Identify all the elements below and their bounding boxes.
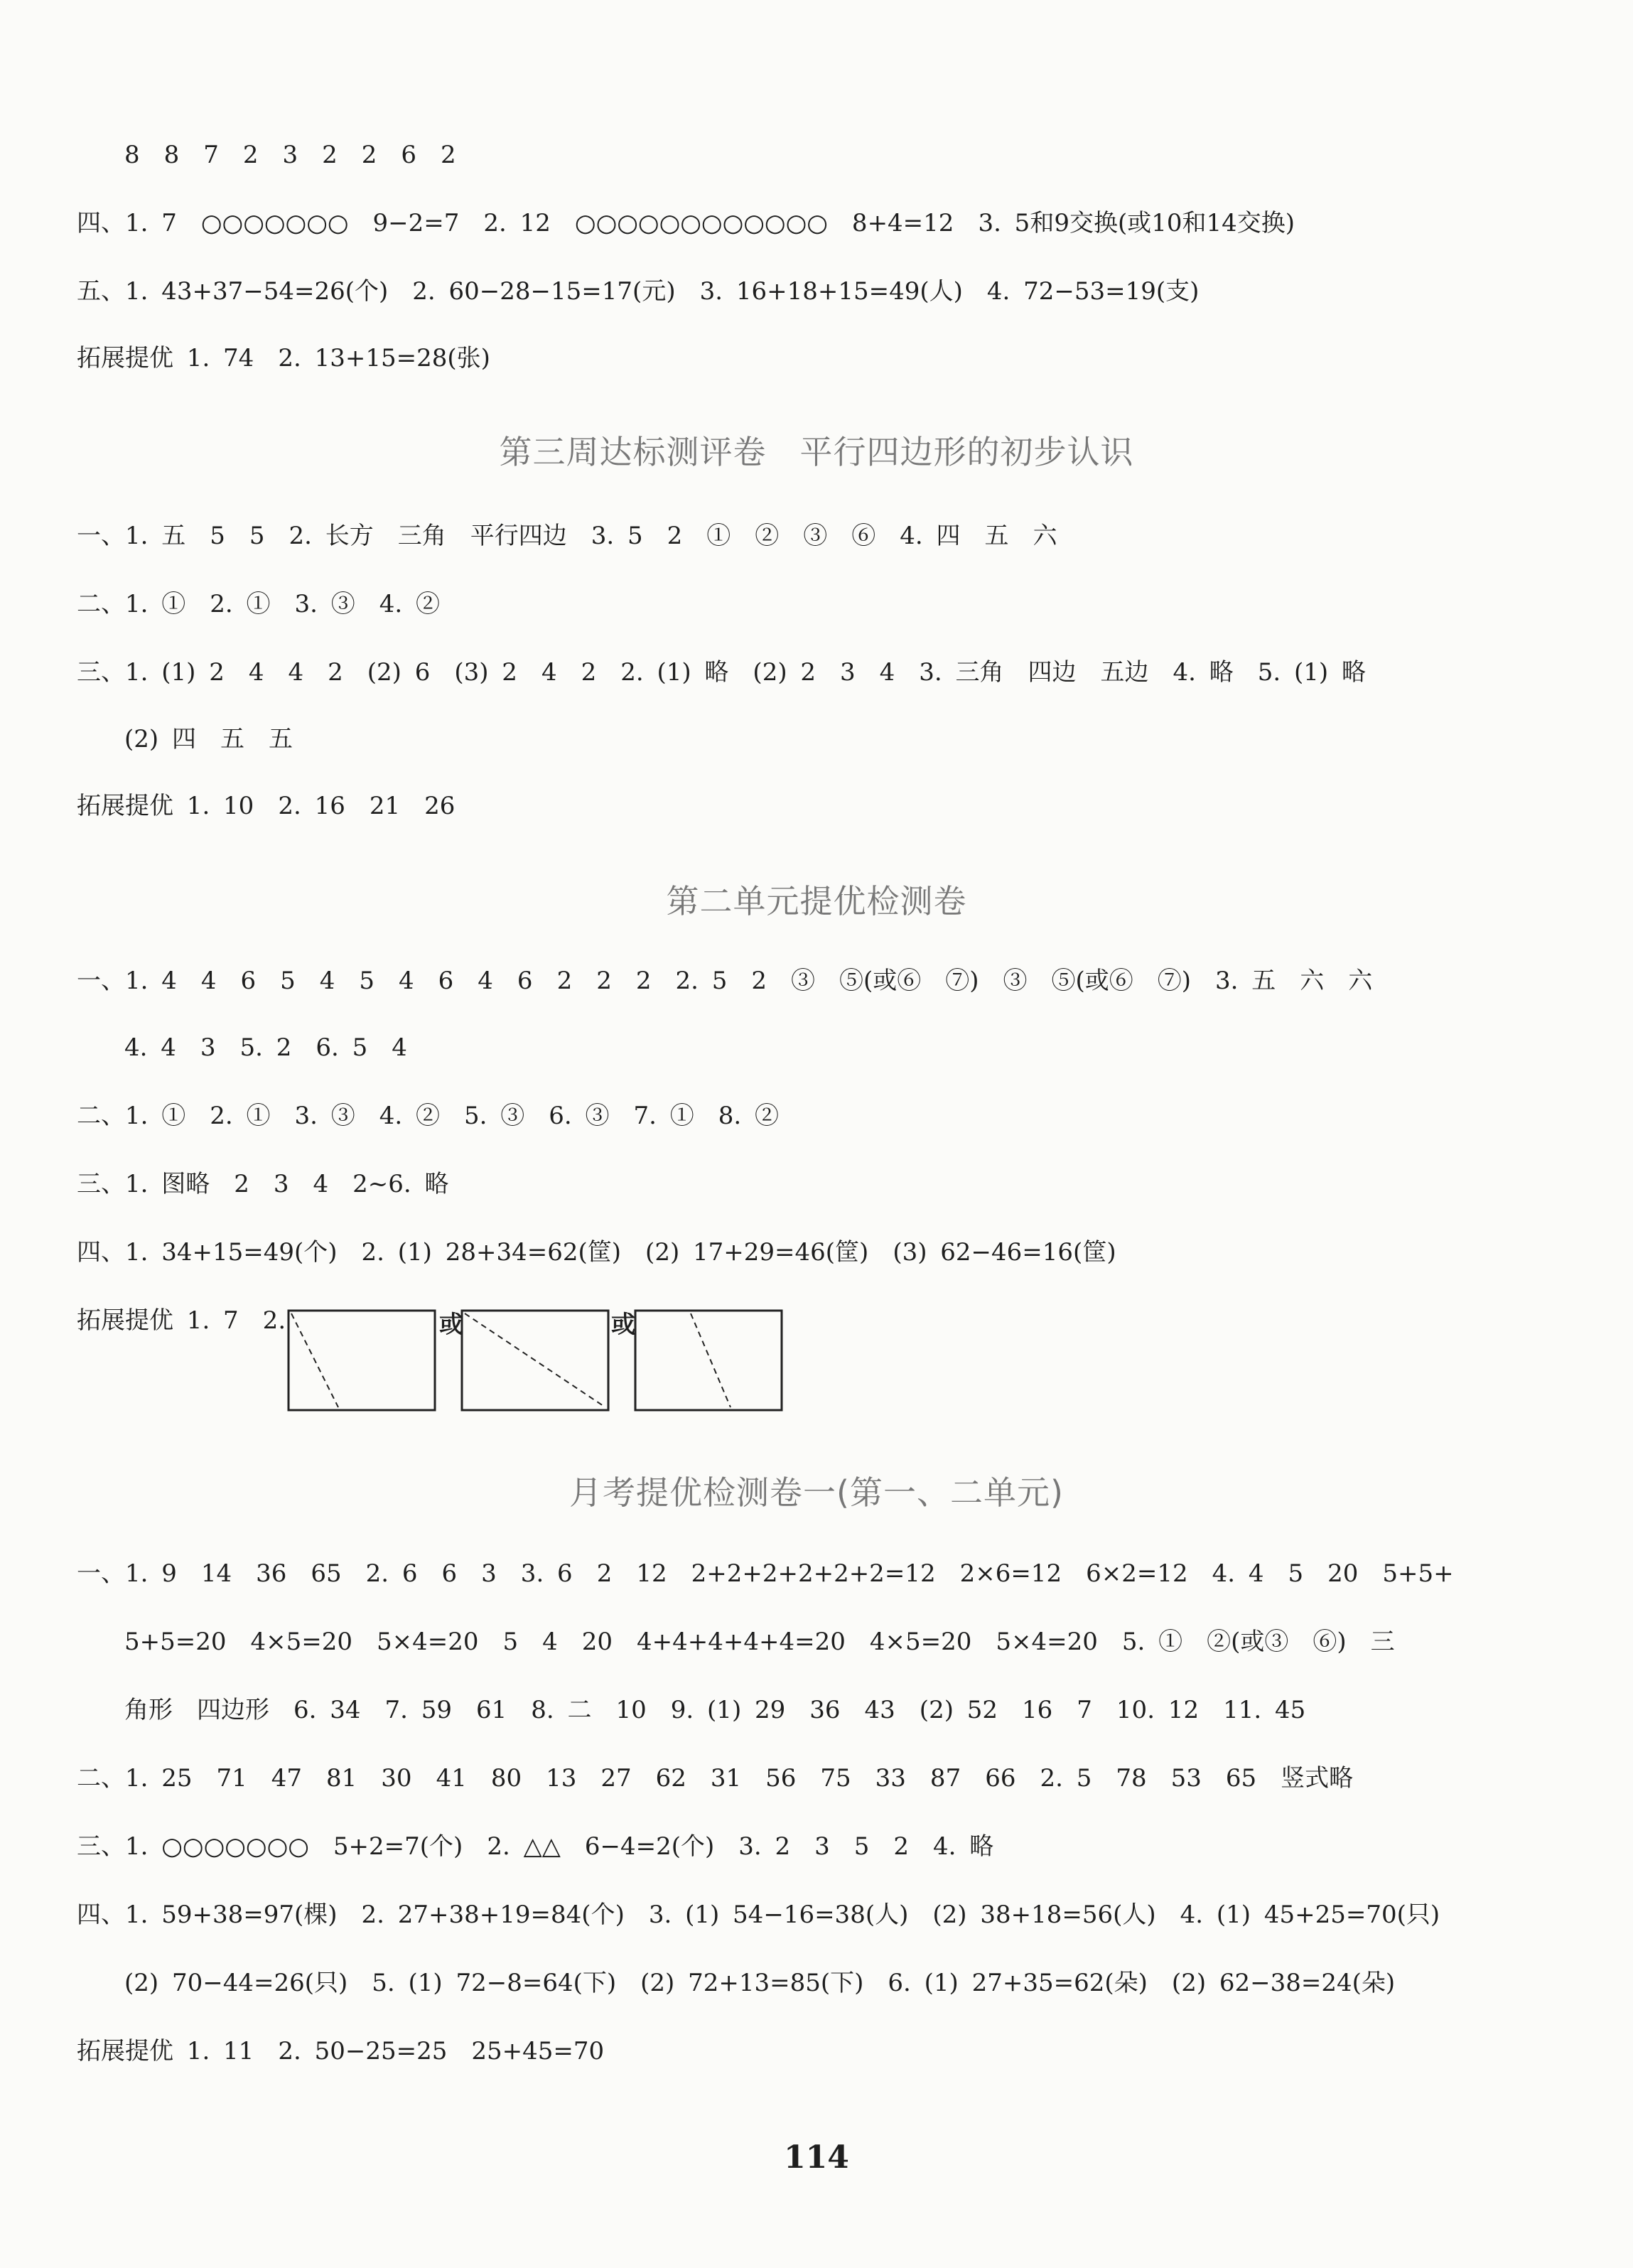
page-number: 114 <box>784 2139 849 2176</box>
answer-line: 三、1. 图略 2 3 4 2~6. 略 <box>77 1170 449 1198</box>
or-label: 或 <box>439 1311 463 1339</box>
answer-line: 拓展提优 1. 11 2. 50−25=25 25+45=70 <box>77 2037 605 2065</box>
answer-line: 角形 四边形 6. 34 7. 59 61 8. 二 10 9. (1) 29 36 43 (2) 52 16 7 10. 12 11. 45 <box>124 1696 1306 1724</box>
answer-line: 一、1. 4 4 6 5 4 5 4 6 4 6 2 2 2 2. 5 2 ③ ⑤(或⑥ ⑦) ③ ⑤(或⑥ ⑦) 3. 五 六 六 <box>77 967 1373 995</box>
answer-line: 四、1. 7 ○○○○○○○ 9−2=7 2. 12 ○○○○○○○○○○○○ 8+4=12 3. 5和9交换(或10和14交换) <box>77 209 1295 237</box>
answer-line: 四、1. 34+15=49(个) 2. (1) 28+34=62(筐) (2) 17+29=46(筐) (3) 62−46=16(筐) <box>77 1238 1116 1267</box>
answer-line: 4. 4 3 5. 2 6. 5 4 <box>124 1033 407 1062</box>
answer-line: 一、1. 五 5 5 2. 长方 三角 平行四边 3. 5 2 ① ② ③ ⑥ 4. 四 五 六 <box>77 522 1057 550</box>
answer-line: 拓展提优 1. 10 2. 16 21 26 <box>77 792 456 820</box>
answer-line: 拓展提优 1. 74 2. 13+15=28(张) <box>77 344 490 372</box>
rectangle-figure-2 <box>458 1308 615 1414</box>
rectangle-figure-1 <box>284 1308 441 1414</box>
or-label: 或 <box>611 1311 635 1339</box>
answer-line: (2) 70−44=26(只) 5. (1) 72−8=64(下) (2) 72+13=85(下) 6. (1) 27+35=62(朵) (2) 62−38=24(朵) <box>124 1969 1396 1997</box>
answer-line: 三、1. (1) 2 4 4 2 (2) 6 (3) 2 4 2 2. (1) 略 (2) 2 3 4 3. 三角 四边 五边 4. 略 5. (1) 略 <box>77 658 1366 687</box>
answer-line: 5+5=20 4×5=20 5×4=20 5 4 20 4+4+4+4+4=20 4×5=20 5×4=20 5. ① ②(或③ ⑥) 三 <box>124 1628 1395 1656</box>
answer-line: 四、1. 59+38=97(棵) 2. 27+38+19=84(个) 3. (1) 54−16=38(人) (2) 38+18=56(人) 4. (1) 45+25=70(只) <box>77 1901 1440 1929</box>
section-title: 第三周达标测评卷 平行四边形的初步认识 <box>499 433 1134 471</box>
answer-line: 一、1. 9 14 36 65 2. 6 6 3 3. 6 2 12 2+2+2+2+2+2=12 2×6=12 6×2=12 4. 4 5 20 5+5+ <box>77 1559 1454 1588</box>
answer-line: 二、1. ① 2. ① 3. ③ 4. ② 5. ③ 6. ③ 7. ① 8. ② <box>77 1102 779 1130</box>
answer-line: 二、1. ① 2. ① 3. ③ 4. ② <box>77 590 440 618</box>
answer-line: 拓展提优 1. 7 2. <box>77 1306 286 1335</box>
section-title: 第二单元提优检测卷 <box>666 882 967 920</box>
rectangle-figure-3 <box>631 1308 789 1414</box>
section-title: 月考提优检测卷一(第一、二单元) <box>569 1473 1064 1512</box>
answer-line: 五、1. 43+37−54=26(个) 2. 60−28−15=17(元) 3. 16+18+15=49(人) 4. 72−53=19(支) <box>77 277 1200 306</box>
answer-line: 8 8 7 2 3 2 2 6 2 <box>124 141 456 169</box>
answer-line: 三、1. ○○○○○○○ 5+2=7(个) 2. △△ 6−4=2(个) 3. 2 3 5 2 4. 略 <box>77 1832 994 1861</box>
answer-line: (2) 四 五 五 <box>124 725 293 753</box>
answer-line: 二、1. 25 71 47 81 30 41 80 13 27 62 31 56 75 33 87 66 2. 5 78 53 65 竖式略 <box>77 1764 1354 1793</box>
